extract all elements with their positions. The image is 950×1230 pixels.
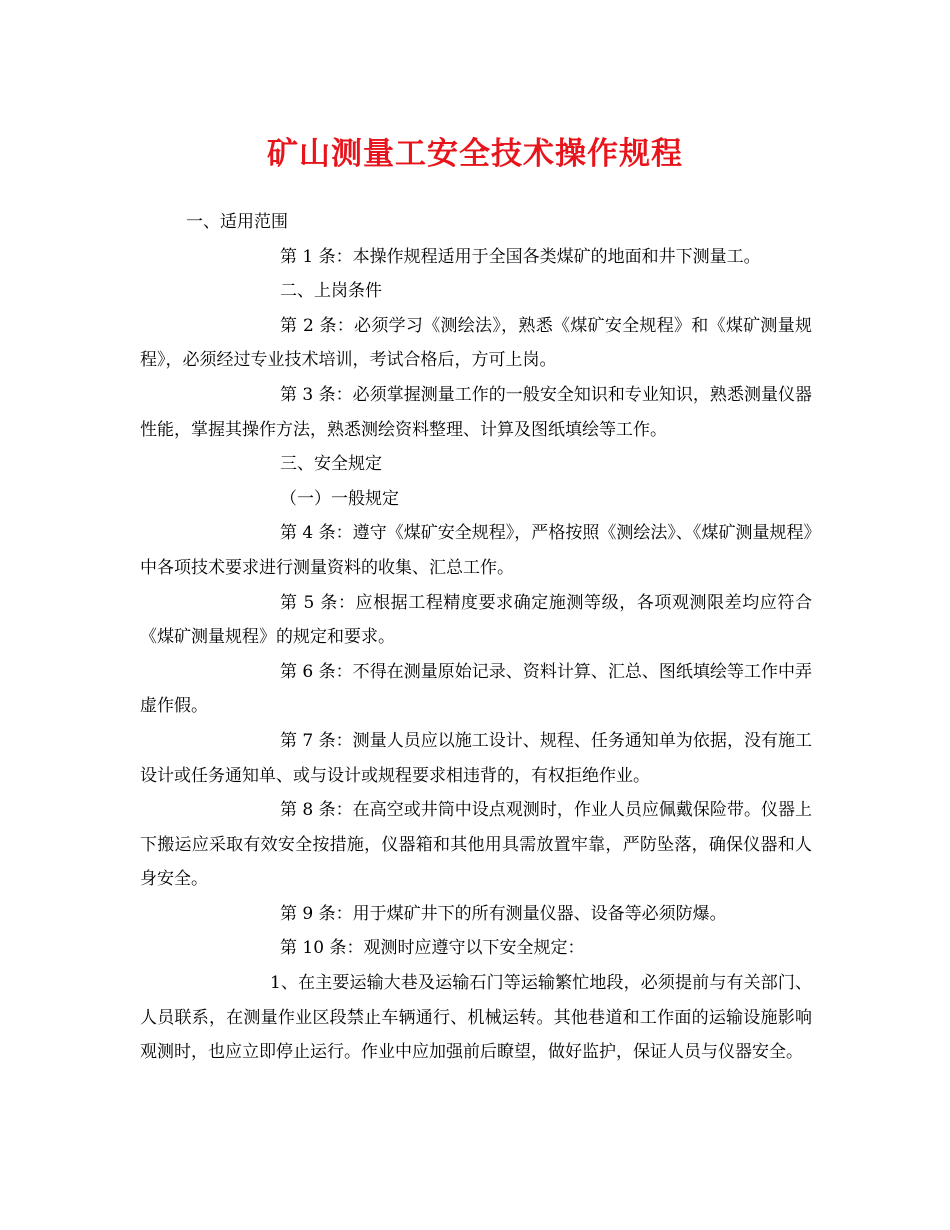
paragraph: 第 1 条：本操作规程适用于全国各类煤矿的地面和井下测量工。 [280, 246, 761, 267]
subsection-heading: （一）一般规定 [280, 488, 399, 509]
paragraph: 第 8 条：在高空或井筒中设点观测时，作业人员应佩戴保险带。仪器上下搬运应采取有效安全按措施，仪器箱和其他用具需放置牢靠，严防坠落，确保仪器和人身安全。 [140, 800, 812, 890]
section-heading: 三、安全规定 [280, 454, 382, 475]
paragraph: 第 4 条：遵守《煤矿安全规程》，严格按照《测绘法》、《煤矿测量规程》中各项技术要求进行测量资料的收集、汇总工作。 [140, 523, 812, 578]
paragraph: 第 3 条：必须掌握测量工作的一般安全知识和专业知识，熟悉测量仪器性能，掌握其操作方法，熟悉测绘资料整理、计算及图纸填绘等工作。 [140, 384, 812, 440]
paragraph: 第 9 条：用于煤矿井下的所有测量仪器、设备等必须防爆。 [280, 903, 727, 924]
section-heading: 二、上岗条件 [280, 281, 382, 302]
section-heading: 一、适用范围 [186, 212, 288, 232]
paragraph: 第 5 条：应根据工程精度要求确定施测等级，各项观测限差均应符合《煤矿测量规程》的规定和要求。 [140, 592, 812, 648]
paragraph: 第 2 条：必须学习《测绘法》，熟悉《煤矿安全规程》和《煤矿测量规程》，必须经过专业技术培训，考试合格后，方可上岗。 [140, 315, 812, 371]
paragraph: 第 6 条：不得在测量原始记录、资料计算、汇总、图纸填绘等工作中弄虚作假。 [140, 661, 812, 717]
paragraph: 1、在主要运输大巷及运输石门等运输繁忙地段，必须提前与有关部门、人员联系，在测量作业区段禁止车辆通行、机械运转。其他巷道和工作面的运输设施影响观测时，也应立即停止运行。作业中应加强前后瞭望，做好监护，保证人员与仪器安全。 [140, 973, 812, 1063]
page-title: 矿山测量工安全技术操作规程 [267, 136, 683, 172]
paragraph: 第 7 条：测量人员应以施工设计、规程、任务通知单为依据，没有施工设计或任务通知单、或与设计或规程要求相违背的，有权拒绝作业。 [140, 730, 812, 786]
document-body [140, 205, 812, 1070]
paragraph: 第 10 条：观测时应遵守以下安全规定： [280, 938, 585, 959]
